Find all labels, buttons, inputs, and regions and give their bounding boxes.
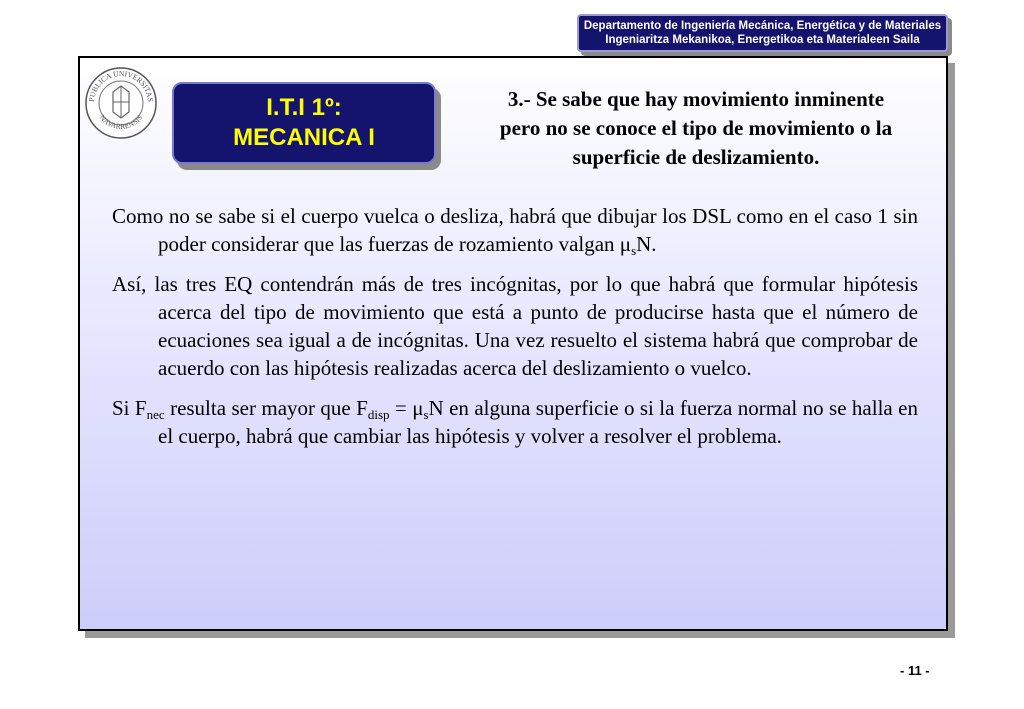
paragraph-2: Así, las tres EQ contendrán más de tres incógnitas, por lo que habrá que formular hipótesis acerca del tipo de movimiento que está a punto de producirse hasta que el número de ecuaciones sea igual a de incógnitas. Una vez resuelto el sistema habrá que comprobar de acuerdo con las hipótesis realizadas acerca del deslizamiento o vuelco. — [112, 272, 918, 380]
logo-text-top: PUBLICA UNIVERSITAS — [86, 68, 156, 103]
course-title-box — [172, 82, 436, 164]
p3-subscript-nec: nec — [146, 407, 165, 422]
heading-line-2: pero no se conoce el tipo de movimiento o la — [499, 116, 893, 140]
p3-mu-symbol: μ — [412, 396, 424, 420]
logo-text-bottom: NAVARRENSIS — [97, 112, 145, 131]
p1-mu-symbol: μ — [619, 232, 632, 256]
department-line-2: Ingeniaritza Mekanikoa, Energetikoa eta Materialeen Saila — [605, 34, 920, 46]
body-text — [112, 202, 918, 462]
course-line-2: MECANICA I — [233, 124, 375, 151]
course-line-1: I.T.I 1º: — [266, 94, 342, 121]
p1-text: Como no se sabe si el cuerpo vuelca o desliza, habrá que dibujar los DSL como en el caso 1 sin poder considerar que las fuerzas de rozamiento valgan — [112, 204, 918, 256]
section-heading — [462, 85, 930, 172]
paragraph-3 — [112, 394, 918, 450]
heading-line-3: superficie de deslizamiento. — [572, 145, 820, 169]
page-number: - 11 - — [900, 663, 930, 678]
p3-mid-2: = — [389, 396, 413, 420]
department-line-1: Departamento de Ingeniería Mecánica, Energética y de Materiales — [583, 20, 942, 32]
heading-line-1: 3.- Se sabe que hay movimiento inminente — [507, 87, 885, 111]
department-banner — [577, 14, 948, 52]
p1-subscript-s: s — [631, 243, 637, 258]
p3-end: N en alguna superficie o si la fuerza normal no se halla en el cuerpo, habrá que cambiar las hipótesis y volver a resolver el problema. — [158, 396, 918, 448]
p3-mid-1: resulta ser mayor que F — [164, 396, 368, 420]
university-seal-logo — [84, 66, 158, 140]
p3-start: Si F — [112, 396, 147, 420]
p3-subscript-disp: disp — [367, 407, 390, 422]
paragraph-1 — [112, 202, 918, 258]
p3-subscript-s: s — [423, 407, 429, 422]
p1-end: N. — [636, 232, 657, 256]
